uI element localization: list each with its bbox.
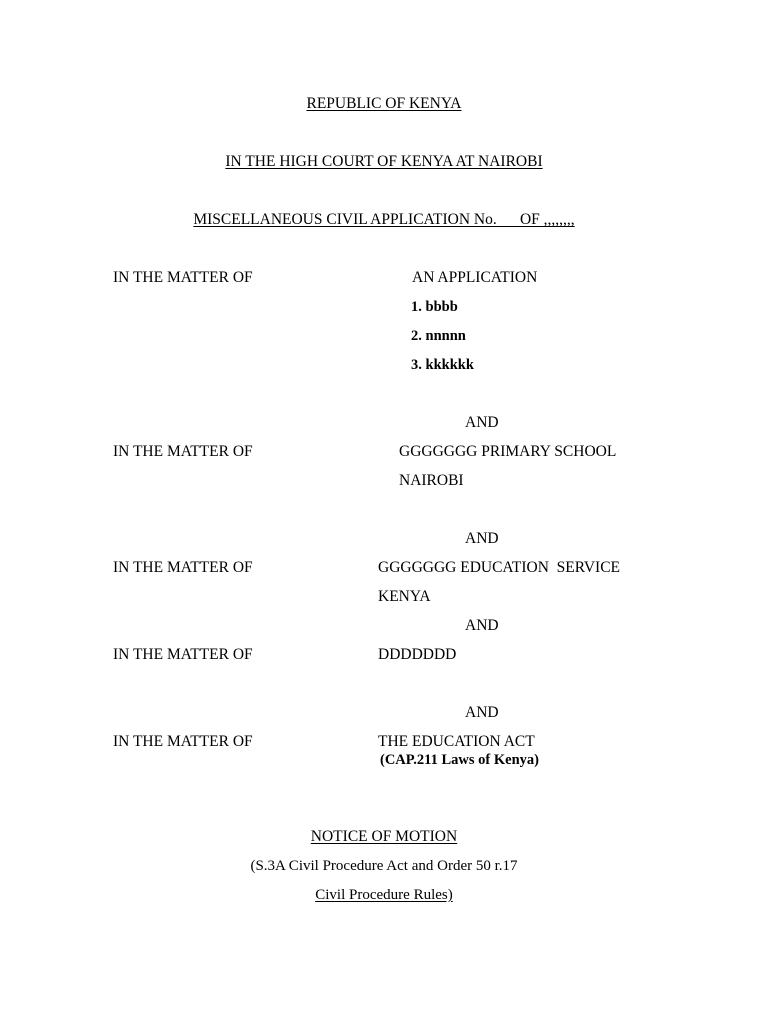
matter-1-title: AN APPLICATION bbox=[412, 269, 538, 286]
matter-label-2: IN THE MATTER OF bbox=[113, 443, 253, 460]
matter-label-5: IN THE MATTER OF bbox=[113, 733, 253, 750]
matter-5-line-1: THE EDUCATION ACT bbox=[378, 733, 535, 750]
and-separator: AND bbox=[465, 704, 499, 721]
notice-authority-line-1: (S.3A Civil Procedure Act and Order 50 r.17 bbox=[250, 858, 518, 874]
republic-heading: REPUBLIC OF KENYA bbox=[306, 95, 462, 112]
matter-label-1: IN THE MATTER OF bbox=[113, 269, 253, 286]
court-heading: IN THE HIGH COURT OF KENYA AT NAIROBI bbox=[225, 153, 543, 170]
notice-authority-line-2: Civil Procedure Rules) bbox=[315, 887, 453, 903]
matter-2-line-2: NAIROBI bbox=[399, 472, 464, 489]
matter-3-line-1: GGGGGGG EDUCATION SERVICE bbox=[378, 559, 621, 576]
matter-1-item: 1. bbbb bbox=[411, 299, 458, 315]
matter-1-item: 2. nnnnn bbox=[411, 328, 466, 344]
and-separator: AND bbox=[465, 530, 499, 547]
matter-label-3: IN THE MATTER OF bbox=[113, 559, 253, 576]
notice-of-motion-title: NOTICE OF MOTION bbox=[310, 828, 458, 845]
matter-4-line-1: DDDDDDD bbox=[378, 646, 457, 663]
and-separator: AND bbox=[465, 617, 499, 634]
matter-1-item: 3. kkkkkk bbox=[411, 357, 474, 373]
matter-2-line-1: GGGGGGG PRIMARY SCHOOL bbox=[399, 443, 617, 460]
application-number-heading: MISCELLANEOUS CIVIL APPLICATION No. OF ,,,,,,,, bbox=[193, 211, 575, 228]
matter-label-4: IN THE MATTER OF bbox=[113, 646, 253, 663]
matter-5-line-2: (CAP.211 Laws of Kenya) bbox=[380, 752, 539, 768]
and-separator: AND bbox=[465, 414, 499, 431]
matter-3-line-2: KENYA bbox=[378, 588, 431, 605]
